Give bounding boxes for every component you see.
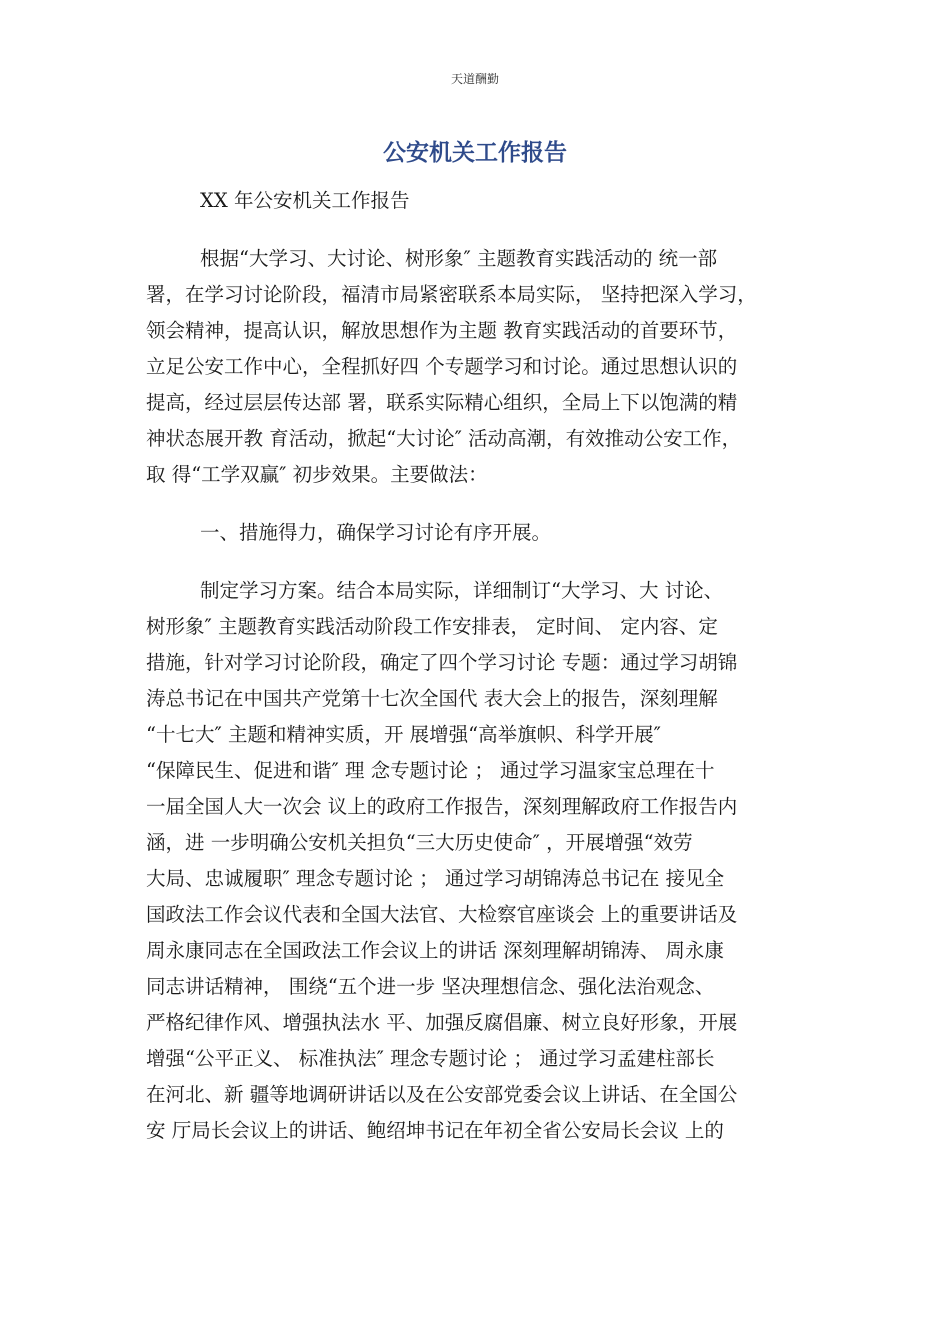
- paragraph-line: 周永康同志在全国政法工作会议上的讲话 深刻理解胡锦涛、 周永康: [146, 939, 724, 962]
- paragraph-line: 安 厅局长会议上的讲话、鲍绍坤书记在年初全省公安局长会议 上的: [146, 1119, 724, 1142]
- paragraph-line: 制定学习方案。结合本局实际，详细制订“大学习、大 讨论、: [200, 579, 724, 602]
- paragraph-intro: [146, 241, 814, 493]
- paragraph-line: 提高，经过层层传达部 署，联系实际精心组织，全局上下以饱满的精: [146, 391, 738, 414]
- paragraph-line: 涛总书记在中国共产党第十七次全国代 表大会上的报告，深刻理解: [146, 687, 718, 710]
- paragraph-line: 根据“大学习、大讨论、树形象″ 主题教育实践活动的 统一部: [200, 247, 718, 270]
- document-body: [146, 183, 814, 1149]
- paragraph-line: 国政法工作会议代表和全国大法官、大检察官座谈会 上的重要讲话及: [146, 903, 738, 926]
- paragraph-line: 署，在学习讨论阶段，福清市局紧密联系本局实际， 坚持把深入学习，: [146, 283, 757, 306]
- document-title: 公安机关工作报告: [383, 140, 567, 166]
- paragraph-line: “保障民生、促进和谐″ 理 念专题讨论 ； 通过学习温家宝总理在十: [146, 759, 715, 782]
- paragraph-study-plan: [146, 573, 814, 1149]
- paragraph-line: 同志讲话精神， 围绕“五个进一步 坚决理想信念、强化法治观念、: [146, 975, 715, 998]
- paragraph-line: 大局、忠诚履职″ 理念专题讨论 ； 通过学习胡锦涛总书记在 接见全: [146, 867, 725, 890]
- paragraph-line: 树形象″ 主题教育实践活动阶段工作安排表， 定时间、 定内容、定: [146, 615, 718, 638]
- paragraph-line: 立足公安工作中心，全程抓好四 个专题学习和讨论。通过思想认识的: [146, 355, 738, 378]
- paragraph-line: 在河北、新 疆等地调研讲话以及在公安部党委会议上讲话、在全国公: [146, 1083, 738, 1106]
- paragraph-line: 领会精神，提高认识，解放思想作为主题 教育实践活动的首要环节，: [146, 319, 738, 342]
- document-subtitle: XX 年公安机关工作报告: [200, 189, 410, 212]
- paragraph-line: 神状态展开教 育活动，掀起“大讨论″ 活动高潮，有效推动公安工作，: [146, 427, 742, 450]
- paragraph-line: 增强“公平正义、 标准执法″ 理念专题讨论 ； 通过学习孟建柱部长: [146, 1047, 715, 1070]
- paragraph-line: 严格纪律作风、增强执法水 平、加强反腐倡廉、树立良好形象，开展: [146, 1011, 738, 1034]
- paragraph-line: 措施，针对学习讨论阶段，确定了四个学习讨论 专题：通过学习胡锦: [146, 651, 738, 674]
- paragraph-line: 一届全国人大一次会 议上的政府工作报告，深刻理解政府工作报告内: [146, 795, 738, 818]
- paragraph-line: 取 得“工学双赢″ 初步效果。主要做法：: [146, 463, 488, 486]
- paragraph-line: “十七大″ 主题和精神实质，开 展增强“高举旗帜、科学开展″: [146, 723, 661, 746]
- paragraph-line: 涵，进 一步明确公安机关担负“三大历史使命″ ，开展增强“效劳: [146, 831, 693, 854]
- header-watermark: 天道酬勤: [450, 72, 499, 86]
- section-heading-1: [146, 515, 814, 551]
- section-heading-text: 一、措施得力，确保学习讨论有序开展。: [200, 521, 552, 544]
